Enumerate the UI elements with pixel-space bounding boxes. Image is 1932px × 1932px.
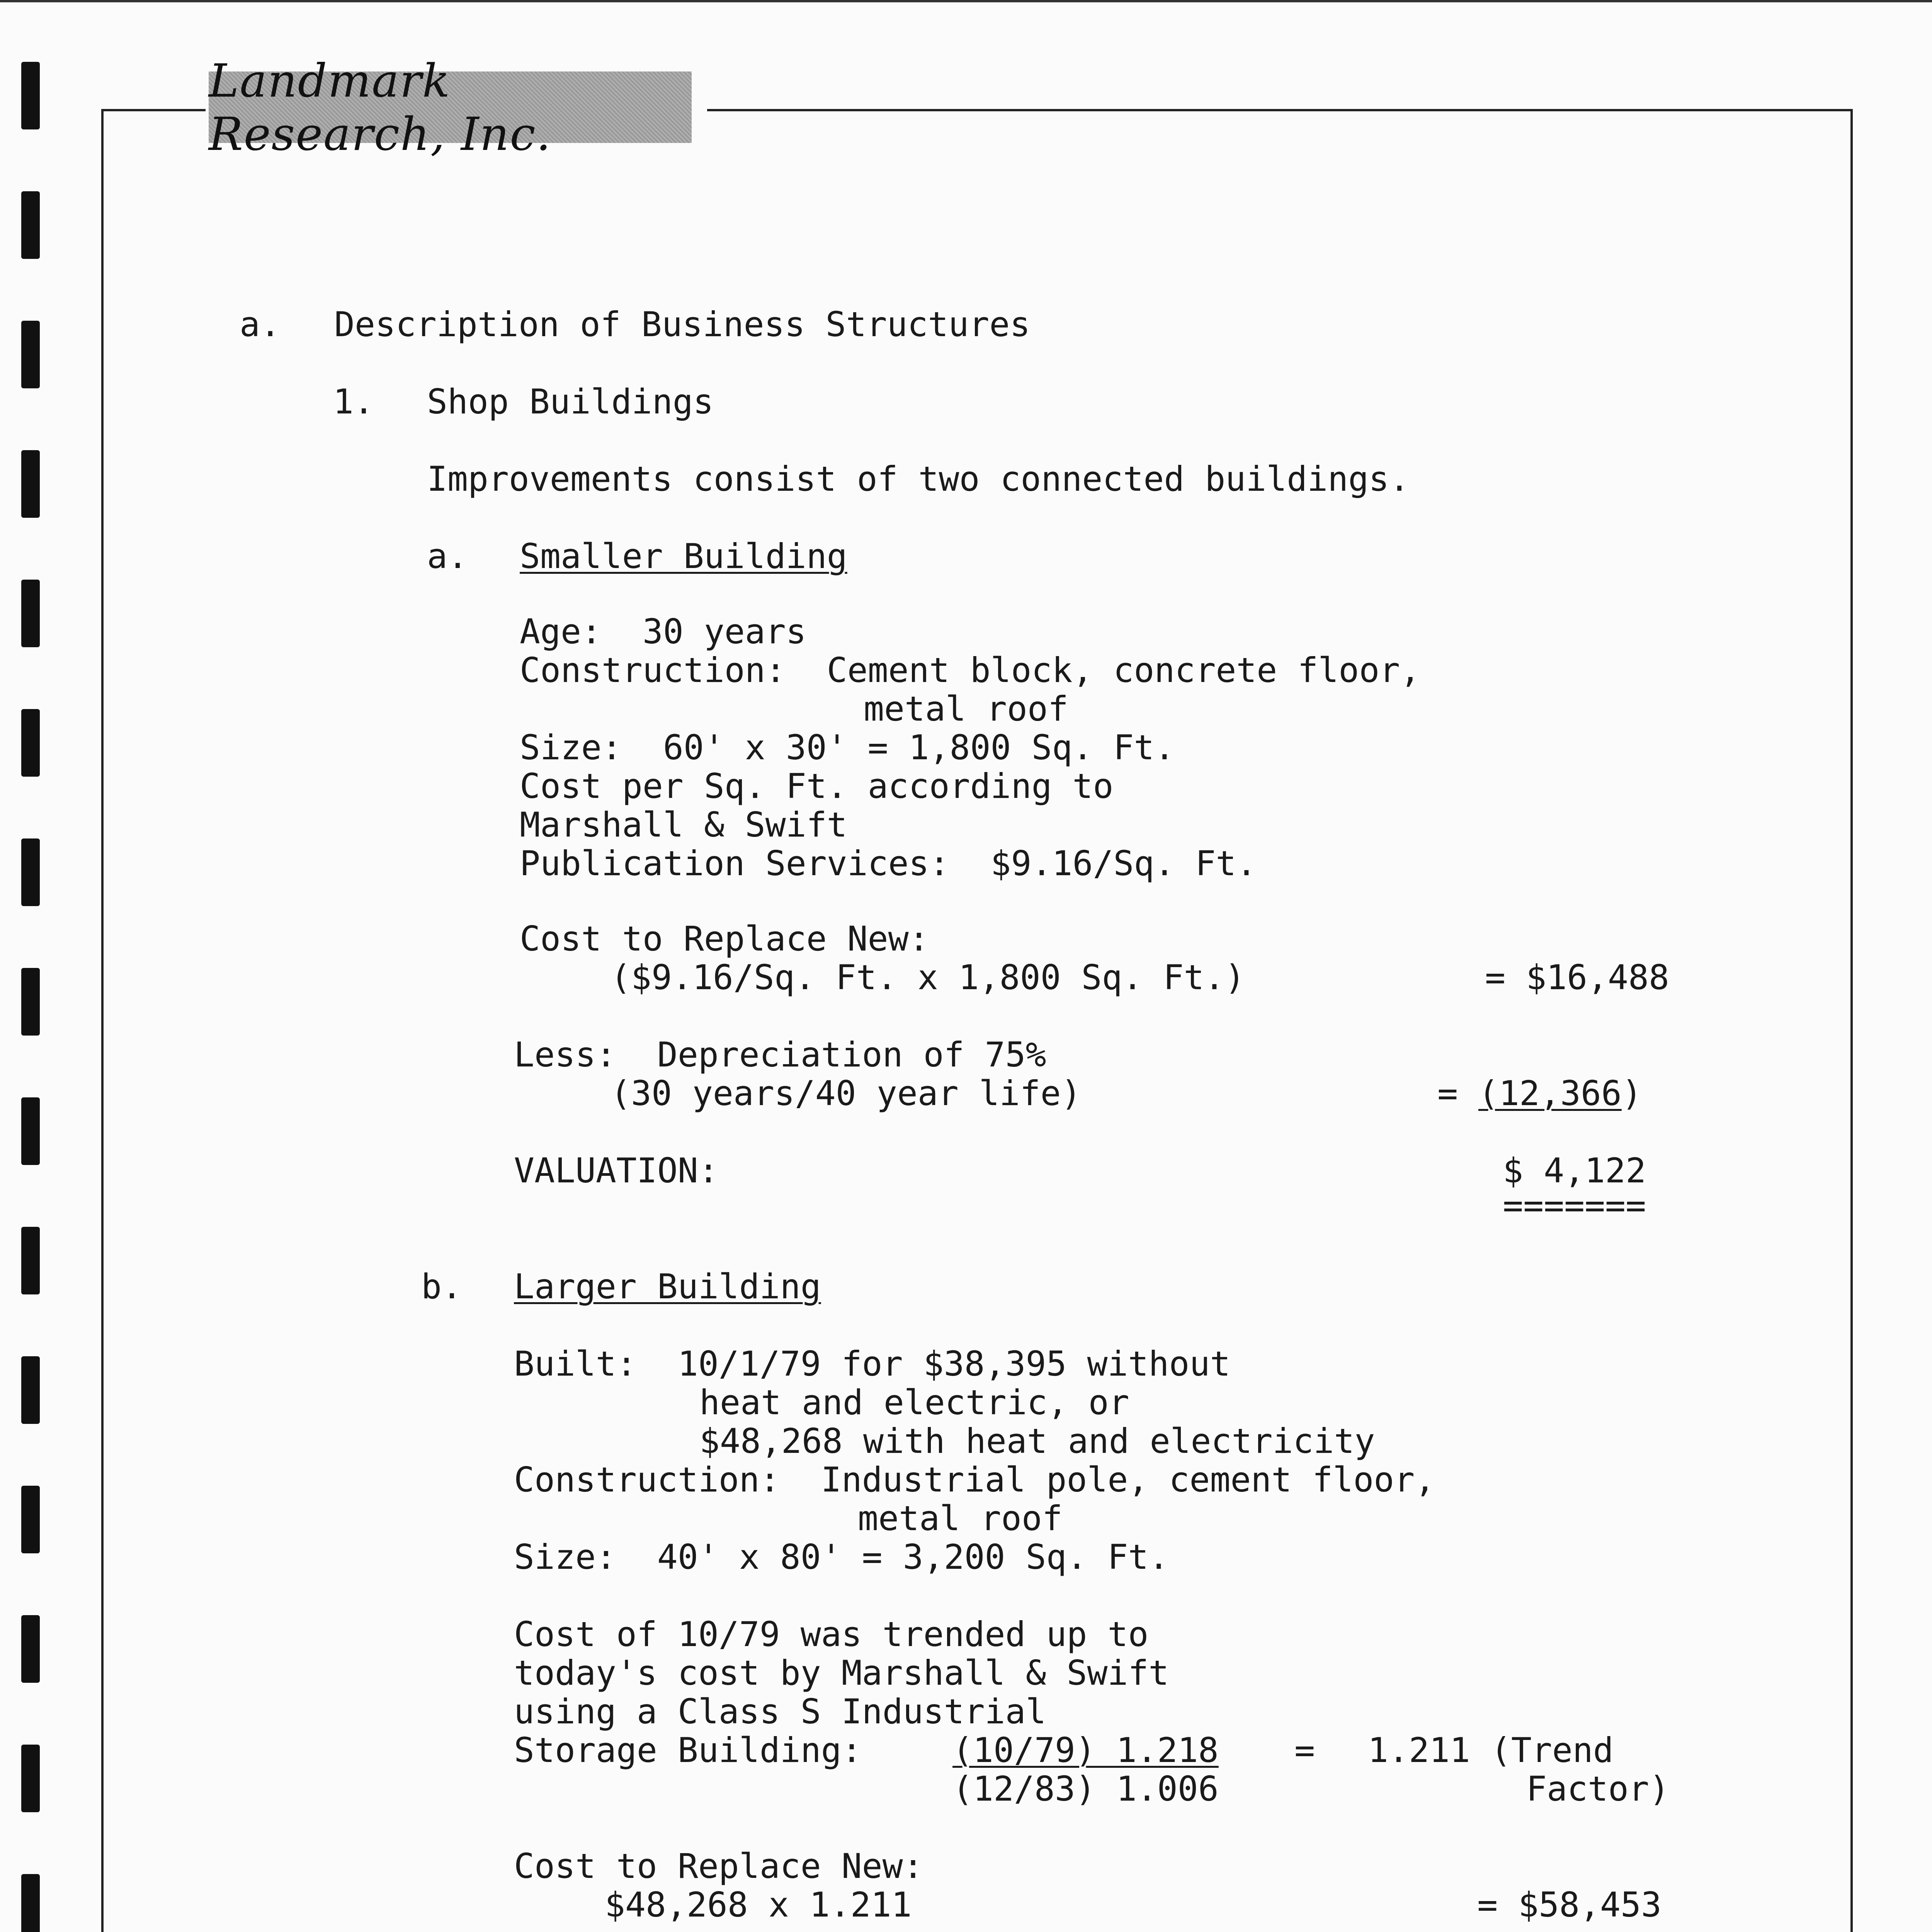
binding-hole <box>21 709 40 777</box>
letterhead-logo <box>209 54 692 161</box>
smaller-marker: a. <box>427 536 468 576</box>
smaller-construction: Construction: Cement block, concrete floor, <box>520 650 1421 690</box>
larger-heading: Larger Building <box>514 1267 821 1306</box>
smaller-less-value: (12,366 <box>1478 1073 1622 1113</box>
binding-hole <box>21 1874 40 1932</box>
smaller-construction-cont: metal roof <box>864 689 1068 729</box>
binding-hole <box>21 838 40 906</box>
section-marker: a. <box>240 304 281 344</box>
binding-hole <box>21 191 40 259</box>
smaller-heading: Smaller Building <box>520 536 847 576</box>
smaller-valuation-label: VALUATION: <box>514 1151 719 1190</box>
smaller-less-close: ) <box>1621 1073 1642 1113</box>
binding-hole <box>21 1486 40 1553</box>
subsection-title: Shop Buildings <box>427 382 714 422</box>
smaller-replace-label: Cost to Replace New: <box>520 919 929 959</box>
section-title: Description of Business Structures <box>334 304 1031 344</box>
binding-hole <box>21 1227 40 1294</box>
smaller-less-label: Less: Depreciation of 75% <box>514 1035 1046 1075</box>
binding-hole <box>21 1097 40 1165</box>
binding-hole <box>21 1745 40 1812</box>
smaller-age: Age: 30 years <box>520 612 806 651</box>
larger-trend-equals: = <box>1294 1730 1315 1770</box>
binding-hole <box>21 62 40 129</box>
binding-hole <box>21 968 40 1036</box>
larger-replace-label: Cost to Replace New: <box>514 1846 923 1886</box>
smaller-less-equals: = <box>1437 1073 1478 1113</box>
larger-trend-result: 1.211 (Trend <box>1368 1730 1614 1770</box>
smaller-valuation-value: $ 4,122 <box>1503 1151 1646 1190</box>
larger-trend-numerator: (10/79) 1.218 <box>952 1730 1219 1770</box>
larger-replace-value: = $58,453 <box>1477 1885 1662 1925</box>
larger-marker: b. <box>421 1267 462 1306</box>
smaller-size: Size: 60' x 30' = 1,800 Sq. Ft. <box>520 728 1175 767</box>
frame-top-right <box>707 109 1853 111</box>
smaller-cost-line-2: Marshall & Swift <box>520 805 847 845</box>
larger-replace-calc: $48,268 x 1.211 <box>605 1885 912 1925</box>
smaller-valuation-rule: ======= <box>1503 1185 1646 1225</box>
binding-hole <box>21 1615 40 1683</box>
binding-hole <box>21 450 40 518</box>
larger-trend-line-3: using a Class S Industrial <box>514 1692 1046 1731</box>
larger-construction-cont: metal roof <box>858 1498 1063 1538</box>
letterhead-logo-text: Landmark Research, Inc. <box>209 54 552 161</box>
binding-hole <box>21 580 40 647</box>
larger-construction: Construction: Industrial pole, cement floor, <box>514 1460 1435 1500</box>
larger-trend-line-2: today's cost by Marshall & Swift <box>514 1653 1169 1693</box>
smaller-replace-value: = $16,488 <box>1485 957 1669 997</box>
smaller-cost-line-1: Cost per Sq. Ft. according to <box>520 766 1114 806</box>
frame-right <box>1850 109 1853 1932</box>
larger-trend-result-cont: Factor) <box>1526 1769 1670 1809</box>
frame-top-left <box>101 109 206 111</box>
larger-trend-label: Storage Building: <box>514 1730 862 1770</box>
smaller-less-calc: (30 years/40 year life) <box>611 1073 1082 1113</box>
larger-trend-denominator: (12/83) 1.006 <box>952 1769 1219 1809</box>
smaller-replace-calc: ($9.16/Sq. Ft. x 1,800 Sq. Ft.) <box>611 957 1245 997</box>
larger-trend-line-1: Cost of 10/79 was trended up to <box>514 1614 1149 1654</box>
larger-built-cont-2: $48,268 with heat and electricity <box>699 1421 1375 1461</box>
intro-text: Improvements consist of two connected buildings. <box>427 459 1410 499</box>
subsection-marker: 1. <box>333 382 374 422</box>
binding-hole <box>21 321 40 388</box>
frame-left <box>101 109 104 1932</box>
page-edge-top <box>0 0 1932 2</box>
smaller-less-row <box>1437 1074 1642 1113</box>
larger-size: Size: 40' x 80' = 3,200 Sq. Ft. <box>514 1537 1169 1577</box>
binding-hole <box>21 1356 40 1424</box>
larger-built: Built: 10/1/79 for $38,395 without <box>514 1344 1231 1384</box>
larger-built-cont-1: heat and electric, or <box>699 1383 1129 1422</box>
smaller-cost-line-3: Publication Services: $9.16/Sq. Ft. <box>520 844 1257 883</box>
